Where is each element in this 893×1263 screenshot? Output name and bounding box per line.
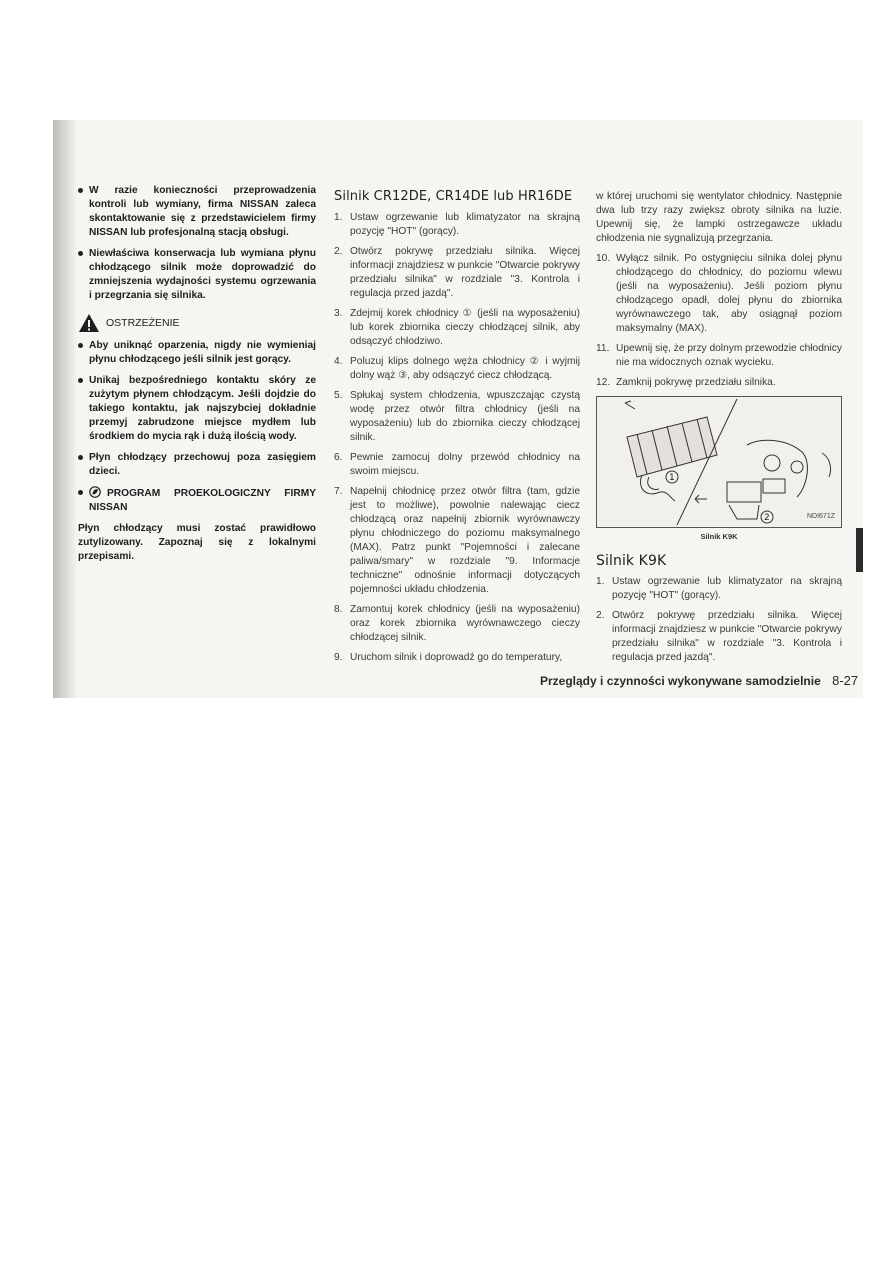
- step-number: 1.: [596, 576, 605, 587]
- figure-caption: Silnik K9K: [700, 532, 738, 541]
- engine-illustration: [596, 396, 842, 528]
- warning-heading: [78, 313, 316, 333]
- procedure-step: [334, 485, 580, 597]
- page-footer: [540, 673, 858, 688]
- step-text: Zamknij pokrywę przedziału silnika.: [616, 377, 776, 388]
- step-text: Wyłącz silnik. Po ostygnięciu silnika dolej płynu chłodzącego do chłodnicy, do poziomu wlewu (jeśli na wyposażeniu). Jeśli poziom płynu chłodzącego opadł, dolej płynu do zbiornika wyrównawczego tak, aby osiągnął poziom maksymalny (MAX).: [616, 253, 842, 334]
- step-text: Ustaw ogrzewanie lub klimatyzator na skrajną pozycję "HOT" (gorący).: [612, 576, 842, 601]
- warning-bullet: Płyn chłodzący przechowuj poza zasięgiem dzieci.: [78, 451, 316, 479]
- procedure-step: [596, 376, 842, 390]
- procedure-step: [334, 307, 580, 349]
- eco-heading: [78, 486, 316, 515]
- warning-title: OSTRZEŻENIE: [106, 317, 180, 329]
- column-right: [596, 190, 842, 671]
- svg-text:1: 1: [669, 473, 675, 483]
- step-number: 10.: [596, 253, 611, 264]
- procedure-step: [334, 651, 580, 665]
- step-number: 9.: [334, 652, 343, 663]
- step-text: Ustaw ogrzewanie lub klimatyzator na skrajną pozycję "HOT" (gorący).: [350, 212, 580, 237]
- step-number: 4.: [334, 356, 343, 367]
- figure-code: NDI671Z: [806, 513, 835, 520]
- page-number: 8-27: [832, 673, 859, 688]
- step-text: Zdejmij korek chłodnicy ① (jeśli na wyposażeniu) lub korek zbiornika cieczy chłodzącej silnik, aby odsączyć chłodziwo.: [350, 308, 580, 347]
- procedure-step: [596, 252, 842, 336]
- page-binding-shadow: [53, 120, 77, 698]
- step-number: 6.: [334, 452, 343, 463]
- footer-section-title: Przeglądy i czynności wykonywane samodzielnie: [540, 674, 821, 688]
- continuation-text: w której uruchomi się wentylator chłodnicy. Następnie dwa lub trzy razy zwiększ obroty silnika na luzie. Upewnij się, że lampki ostrzegawcze układu chłodzenia nie sygnalizują przegrzania.: [596, 191, 842, 244]
- section-heading-k9k: Silnik K9K: [596, 553, 667, 569]
- section-heading: Silnik CR12DE, CR14DE lub HR16DE: [334, 189, 573, 204]
- svg-text:2: 2: [764, 513, 770, 523]
- procedure-step: [334, 355, 580, 383]
- step-number: 3.: [334, 308, 343, 319]
- step-text: Spłukaj system chłodzenia, wpuszczając czystą wodę przez otwór filtra chłodnicy (jeśli na wyposażeniu) lub do zbiornika cieczy chłodzącej silnik.: [350, 390, 580, 443]
- warning-bullet: Aby uniknąć oparzenia, nigdy nie wymieniaj płynu chłodzącego jeśli silnik jest gorący.: [78, 339, 316, 367]
- step-number: 11.: [596, 343, 610, 354]
- step-text: Otwórz pokrywę przedziału silnika. Więcej informacji znajdziesz w punkcie "Otwarcie pokrywy przedziału silnika" w rozdziale "3. Kontrola i regulacja przed jazdą".: [612, 610, 842, 663]
- procedure-step: [596, 609, 842, 665]
- radiator-drawing: [597, 397, 841, 527]
- warning-triangle-icon: [78, 313, 100, 333]
- step-text: Upewnij się, że przy dolnym przewodzie chłodnicy nie ma widocznych oznak wycieku.: [616, 343, 842, 368]
- step-number: 7.: [334, 486, 343, 497]
- procedure-step: [334, 389, 580, 445]
- eco-leaf-icon: [89, 486, 101, 498]
- step-number: 12.: [596, 377, 611, 388]
- step-text: Zamontuj korek chłodnicy (jeśli na wyposażeniu) oraz korek zbiornika wyrównawczego cieczy chłodzącej silnik.: [350, 604, 580, 643]
- procedure-step: [334, 451, 580, 479]
- step-number: 2.: [596, 610, 605, 621]
- step-text: Napełnij chłodnicę przez otwór filtra (tam, gdzie jest to możliwe), powolnie nalewając ciecz chłodzącą oraz napełnij zbiornik wyrównawczy płynu chłodniczego do poziomu maksymalnego (MAX). Patrz punkt "Pojemności i zalecane paliwa/smary" w rozdziale "9. Informacje techniczne" odnośnie informacji dotyczących pojemności układu chłodzenia.: [350, 486, 580, 595]
- step-text: Poluzuj klips dolnego węża chłodnicy ② i wyjmij dolny wąż ③, aby odsączyć ciecz chłodzącą.: [350, 356, 580, 381]
- step-number: 8.: [334, 604, 343, 615]
- step-number: 2.: [334, 246, 343, 257]
- column-middle: [334, 190, 580, 671]
- bullet-item: Niewłaściwa konserwacja lub wymiana płynu chłodzącego silnik może doprowadzić do zmniejszenia wydajności systemu ogrzewania i przegrzania się silnika.: [78, 247, 316, 303]
- step-text: Pewnie zamocuj dolny przewód chłodnicy na swoim miejscu.: [350, 452, 580, 477]
- step-text: Otwórz pokrywę przedziału silnika. Więcej informacji znajdziesz w punkcie "Otwarcie pokrywy przedziału silnika" w rozdziale "3. Kontrola i regulacja przed jazdą".: [350, 246, 580, 299]
- procedure-step: [596, 342, 842, 370]
- warning-bullet: Unikaj bezpośredniego kontaktu skóry ze zużytym płynem chłodzącym. Jeśli dojdzie do takiego kontaktu, jak najszybciej dokładnie przemyj zabrudzone miejsce mydłem lub środkiem do mycia rąk i dużą ilością wody.: [78, 374, 316, 444]
- eco-text: Płyn chłodzący musi zostać prawidłowo zutylizowany. Zapoznaj się z lokalnymi przepisami.: [78, 523, 316, 562]
- procedure-step: [596, 575, 842, 603]
- eco-title: PROGRAM PROEKOLOGICZNY FIRMY NISSAN: [89, 488, 316, 513]
- bullet-item: W razie konieczności przeprowadzenia kontroli lub wymiany, firma NISSAN zaleca skontaktowanie się z przedstawicielem firmy NISSAN lub profesjonalną stacją obsługi.: [78, 184, 316, 240]
- step-number: 5.: [334, 390, 343, 401]
- procedure-step: [334, 245, 580, 301]
- procedure-step: [334, 603, 580, 645]
- column-left: [78, 184, 316, 564]
- procedure-step: [334, 211, 580, 239]
- step-number: 1.: [334, 212, 343, 223]
- step-text: Uruchom silnik i doprowadź go do temperatury,: [350, 652, 563, 663]
- chapter-tab: [856, 528, 863, 572]
